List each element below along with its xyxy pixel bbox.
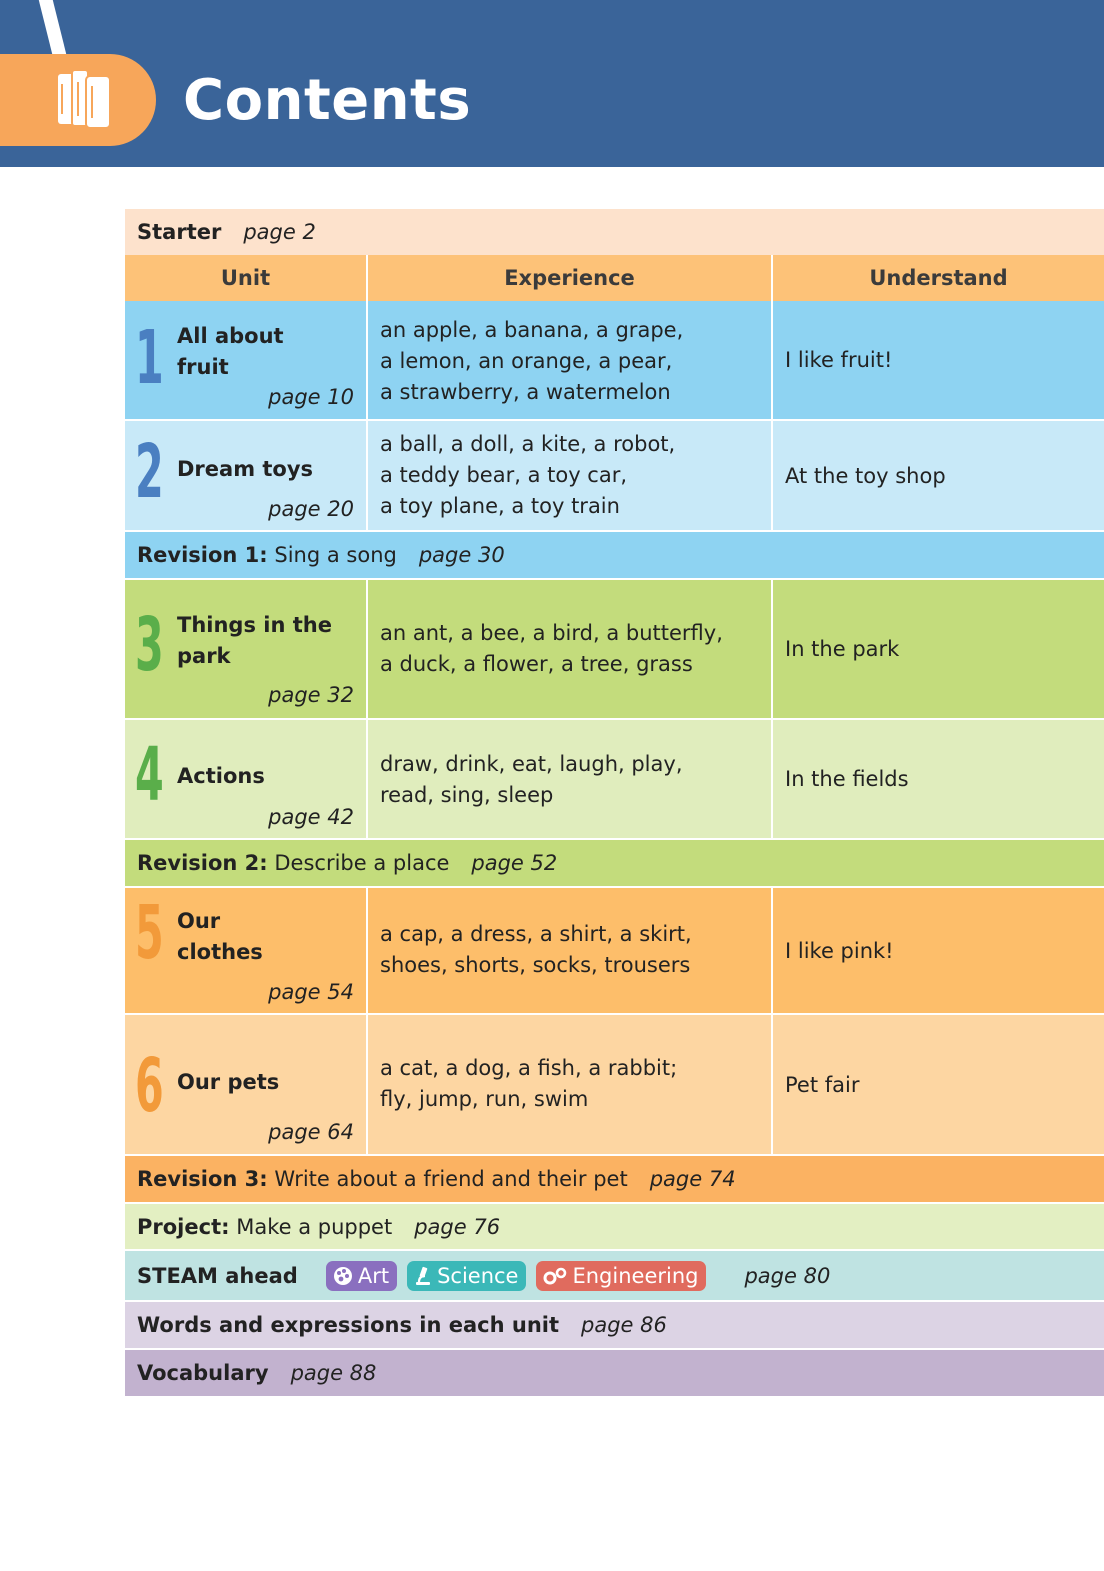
- unit-row-1[interactable]: [125, 301, 1104, 419]
- revision-label: Revision 1:: [137, 543, 268, 567]
- unit-cell: [125, 580, 366, 718]
- unit-title: Our clothes: [177, 909, 263, 964]
- unit-title: Dream toys: [177, 457, 314, 481]
- starter-page: page 2: [243, 220, 316, 244]
- words-row[interactable]: [125, 1302, 1104, 1348]
- understand-cell: [771, 301, 1104, 419]
- engineering-tag: [536, 1261, 706, 1291]
- art-tag: [326, 1261, 397, 1291]
- revision-row-3[interactable]: [125, 1156, 1104, 1202]
- column-header-experience: Experience: [366, 255, 771, 301]
- understand-cell: [771, 580, 1104, 718]
- unit-number: 4: [135, 732, 164, 818]
- revision-text: Describe a place: [274, 851, 450, 875]
- revision-label: Revision 2:: [137, 851, 268, 875]
- unit-title: Actions: [177, 764, 265, 788]
- experience-cell: [366, 301, 771, 419]
- understand-text: Pet fair: [785, 1072, 860, 1097]
- gears-icon: [542, 1266, 568, 1286]
- unit-number: 5: [135, 890, 164, 976]
- experience-text: an apple, a banana, a grape, a lemon, an orange, a pear, a strawberry, a watermelon: [380, 318, 684, 404]
- words-label: Words and expressions in each unit: [137, 1313, 560, 1337]
- experience-cell: [366, 580, 771, 718]
- understand-cell: [771, 888, 1104, 1013]
- vocabulary-row[interactable]: [125, 1350, 1104, 1396]
- unit-page: page 20: [268, 497, 354, 521]
- experience-text: a cat, a dog, a fish, a rabbit; fly, jump, run, swim: [380, 1056, 678, 1111]
- unit-cell: [125, 720, 366, 838]
- unit-number: 3: [135, 602, 164, 688]
- understand-cell: [771, 421, 1104, 530]
- unit-title: Our pets: [177, 1070, 280, 1094]
- experience-cell: [366, 1015, 771, 1154]
- revision-text: Write about a friend and their pet: [274, 1167, 628, 1191]
- header-band: [0, 0, 1104, 167]
- understand-cell: [771, 1015, 1104, 1154]
- experience-cell: [366, 720, 771, 838]
- unit-page: page 42: [268, 805, 354, 829]
- experience-text: draw, drink, eat, laugh, play, read, sing, sleep: [380, 752, 683, 807]
- column-header-unit: Unit: [220, 266, 271, 290]
- understand-text: I like pink!: [785, 938, 894, 963]
- microscope-icon: [413, 1265, 433, 1287]
- unit-cell: [125, 888, 366, 1013]
- unit-page: page 32: [268, 683, 354, 707]
- vocabulary-label: Vocabulary: [137, 1361, 269, 1385]
- revision-page: page 74: [649, 1167, 736, 1191]
- revision-page: page 30: [418, 543, 505, 567]
- science-tag: [407, 1261, 526, 1291]
- experience-text: a cap, a dress, a shirt, a skirt, shoes, shorts, socks, trousers: [380, 922, 692, 977]
- steam-row[interactable]: [125, 1251, 1104, 1300]
- engineering-tag-label: Engineering: [572, 1263, 699, 1288]
- steam-label: STEAM ahead: [137, 1263, 298, 1288]
- table-header-row: [125, 255, 1104, 301]
- column-header-understand: Understand: [771, 255, 1104, 301]
- unit-number: 1: [135, 315, 164, 401]
- unit-page: page 64: [268, 1120, 354, 1144]
- art-tag-label: Art: [357, 1263, 390, 1288]
- starter-row[interactable]: [125, 209, 1104, 255]
- understand-text: I like fruit!: [785, 348, 893, 372]
- revision-page: page 52: [471, 851, 558, 875]
- unit-number: 6: [135, 1043, 164, 1129]
- experience-cell: [366, 888, 771, 1013]
- palette-icon: [332, 1265, 354, 1287]
- understand-text: At the toy shop: [785, 463, 946, 488]
- unit-cell: [125, 421, 366, 530]
- books-icon: [56, 66, 116, 132]
- unit-row-4[interactable]: [125, 720, 1104, 838]
- unit-number: 2: [135, 429, 164, 515]
- unit-page: page 54: [268, 980, 354, 1004]
- unit-row-2[interactable]: [125, 421, 1104, 530]
- experience-text: an ant, a bee, a bird, a butterfly, a duck, a flower, a tree, grass: [380, 621, 723, 676]
- unit-row-3[interactable]: [125, 580, 1104, 718]
- project-label: Project:: [137, 1214, 230, 1239]
- project-row[interactable]: [125, 1204, 1104, 1249]
- unit-page: page 10: [268, 385, 354, 409]
- revision-row-2[interactable]: [125, 840, 1104, 886]
- understand-text: In the fields: [785, 767, 909, 791]
- unit-row-6[interactable]: [125, 1015, 1104, 1154]
- unit-cell: [125, 1015, 366, 1154]
- experience-text: a ball, a doll, a kite, a robot, a teddy bear, a toy car, a toy plane, a toy train: [380, 432, 676, 518]
- unit-title: Things in the park: [177, 613, 332, 668]
- revision-label: Revision 3:: [137, 1167, 268, 1191]
- steam-page: page 80: [744, 1263, 831, 1288]
- understand-text: In the park: [785, 637, 900, 661]
- project-text: Make a puppet: [236, 1214, 393, 1239]
- revision-row-1[interactable]: [125, 532, 1104, 578]
- experience-cell: [366, 421, 771, 530]
- science-tag-label: Science: [437, 1263, 519, 1288]
- revision-text: Sing a song: [274, 543, 397, 567]
- project-page: page 76: [414, 1214, 501, 1239]
- starter-label: Starter: [137, 220, 222, 244]
- words-page: page 86: [581, 1313, 667, 1337]
- page-title: Contents: [183, 68, 472, 133]
- unit-row-5[interactable]: [125, 888, 1104, 1013]
- understand-cell: [771, 720, 1104, 838]
- vocabulary-page: page 88: [290, 1361, 377, 1385]
- unit-cell: [125, 301, 366, 419]
- unit-title: All about fruit: [177, 324, 284, 379]
